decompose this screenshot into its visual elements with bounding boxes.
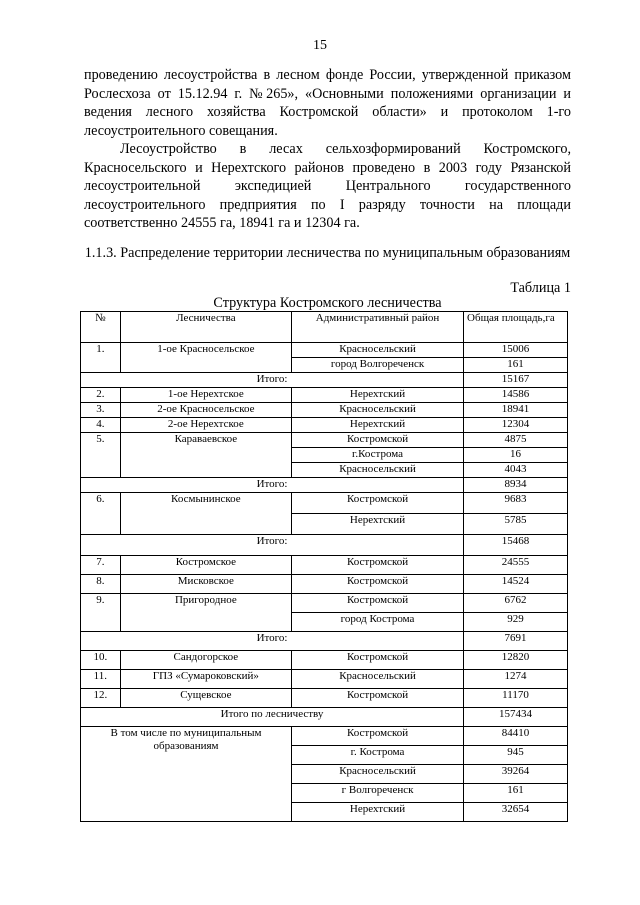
row-district: Костромской	[292, 433, 464, 448]
row-area: 12304	[464, 418, 568, 433]
row-district: г Волгореченск	[292, 784, 464, 803]
subtotal-row	[81, 535, 568, 556]
row-district: город Волгореченск	[292, 358, 464, 373]
total-row	[81, 708, 568, 727]
header-district: Административный район	[292, 312, 464, 343]
row-area: 1274	[464, 670, 568, 689]
paragraph-2	[84, 140, 571, 233]
row-num: 8.	[81, 575, 121, 594]
table-row	[81, 575, 568, 594]
header-area: Общая площадь,га	[464, 312, 568, 343]
subtotal-row	[81, 478, 568, 493]
row-area: 14524	[464, 575, 568, 594]
row-area: 4043	[464, 463, 568, 478]
row-district: Костромской	[292, 727, 464, 746]
row-district: Костромской	[292, 689, 464, 708]
row-area: 5785	[464, 514, 568, 535]
row-area: 161	[464, 784, 568, 803]
table-row	[81, 388, 568, 403]
municipal-label: В том числе по муниципальным образованиям	[81, 727, 292, 822]
row-area: 11170	[464, 689, 568, 708]
row-num: 6.	[81, 493, 121, 535]
row-area: 24555	[464, 556, 568, 575]
row-area: 16	[464, 448, 568, 463]
section-title: 1.1.3. Распределение территории лесничества по муниципальным образованиям	[84, 245, 571, 261]
total-area: 157434	[464, 708, 568, 727]
row-district: Нерехтский	[292, 514, 464, 535]
table-row	[81, 343, 568, 358]
table-header-row	[81, 312, 568, 343]
row-forestry: 2-ое Красносельское	[120, 403, 291, 418]
row-forestry: ГПЗ «Сумароковский»	[120, 670, 291, 689]
row-forestry: Космынинское	[120, 493, 291, 535]
row-forestry: Сущевское	[120, 689, 291, 708]
row-area: 32654	[464, 803, 568, 822]
subtotal-label: Итого:	[81, 373, 464, 388]
row-area: 18941	[464, 403, 568, 418]
row-district: Красносельский	[292, 765, 464, 784]
row-num: 3.	[81, 403, 121, 418]
paragraph-1: проведению лесоустройства в лесном фонде России, утвержденной приказом Рослесхоза от 15.12.94 г. №265», «Основными положениями организации и ведения лесного хозяйства Костромской области» и протоколом 1-го лесоустроительного совещания.	[84, 67, 571, 139]
row-forestry: Сандогорское	[120, 651, 291, 670]
row-forestry: 1-ое Нерехтское	[120, 388, 291, 403]
page-number: 15	[313, 38, 327, 53]
row-district: Нерехтский	[292, 388, 464, 403]
table-row	[81, 418, 568, 433]
row-area: 4875	[464, 433, 568, 448]
row-area: 39264	[464, 765, 568, 784]
table-row	[81, 727, 568, 746]
row-district: г. Кострома	[292, 746, 464, 765]
row-area: 161	[464, 358, 568, 373]
row-num: 5.	[81, 433, 121, 478]
row-area: 15006	[464, 343, 568, 358]
table-row	[81, 594, 568, 613]
forestry-structure-table	[80, 311, 568, 822]
row-district: город Кострома	[292, 613, 464, 632]
row-area: 929	[464, 613, 568, 632]
row-district: Нерехтский	[292, 418, 464, 433]
row-district: Костромской	[292, 594, 464, 613]
row-district: Костромской	[292, 556, 464, 575]
subtotal-area: 8934	[464, 478, 568, 493]
row-area: 945	[464, 746, 568, 765]
row-forestry: 2-ое Нерехтское	[120, 418, 291, 433]
header-forestry: Лесничества	[120, 312, 291, 343]
paragraph-2-text: Лесоустройство в лесах сельхозформирований Костромского, Красносельского и Нерехтского районов проведено в 2003 году Рязанской лесоустроительной экспедицией Центрального государственного лесоустроительного предприятия по I разряду точности на площади соответственно 24555 га, 18941 га и 12304 га.	[84, 141, 571, 231]
table-row	[81, 670, 568, 689]
row-num: 10.	[81, 651, 121, 670]
row-num: 9.	[81, 594, 121, 632]
subtotal-row	[81, 373, 568, 388]
row-num: 12.	[81, 689, 121, 708]
table-row	[81, 493, 568, 514]
total-label: Итого по лесничеству	[81, 708, 464, 727]
row-district: Костромской	[292, 493, 464, 514]
table-row	[81, 433, 568, 448]
subtotal-area: 15468	[464, 535, 568, 556]
row-area: 84410	[464, 727, 568, 746]
row-district: Костромской	[292, 651, 464, 670]
table-caption: Структура Костромского лесничества	[213, 295, 442, 311]
table-label: Таблица 1	[510, 280, 571, 296]
row-num: 4.	[81, 418, 121, 433]
row-num: 2.	[81, 388, 121, 403]
row-area: 12820	[464, 651, 568, 670]
table-row	[81, 556, 568, 575]
header-num: №	[81, 312, 121, 343]
row-forestry: Пригородное	[120, 594, 291, 632]
row-district: Красносельский	[292, 463, 464, 478]
row-forestry: Костромское	[120, 556, 291, 575]
subtotal-label: Итого:	[81, 632, 464, 651]
row-district: Костромской	[292, 575, 464, 594]
subtotal-area: 15167	[464, 373, 568, 388]
row-district: Красносельский	[292, 403, 464, 418]
table-row	[81, 403, 568, 418]
row-area: 9683	[464, 493, 568, 514]
row-num: 1.	[81, 343, 121, 373]
row-district: Красносельский	[292, 670, 464, 689]
row-district: г.Кострома	[292, 448, 464, 463]
subtotal-label: Итого:	[81, 535, 464, 556]
subtotal-row	[81, 632, 568, 651]
table-row	[81, 651, 568, 670]
row-area: 6762	[464, 594, 568, 613]
row-area: 14586	[464, 388, 568, 403]
subtotal-label: Итого:	[81, 478, 464, 493]
row-num: 7.	[81, 556, 121, 575]
row-forestry: Мисковское	[120, 575, 291, 594]
subtotal-area: 7691	[464, 632, 568, 651]
row-district: Нерехтский	[292, 803, 464, 822]
table-row	[81, 689, 568, 708]
row-forestry: Караваевское	[120, 433, 291, 478]
row-district: Красносельский	[292, 343, 464, 358]
row-num: 11.	[81, 670, 121, 689]
row-forestry: 1-ое Красносельское	[120, 343, 291, 373]
